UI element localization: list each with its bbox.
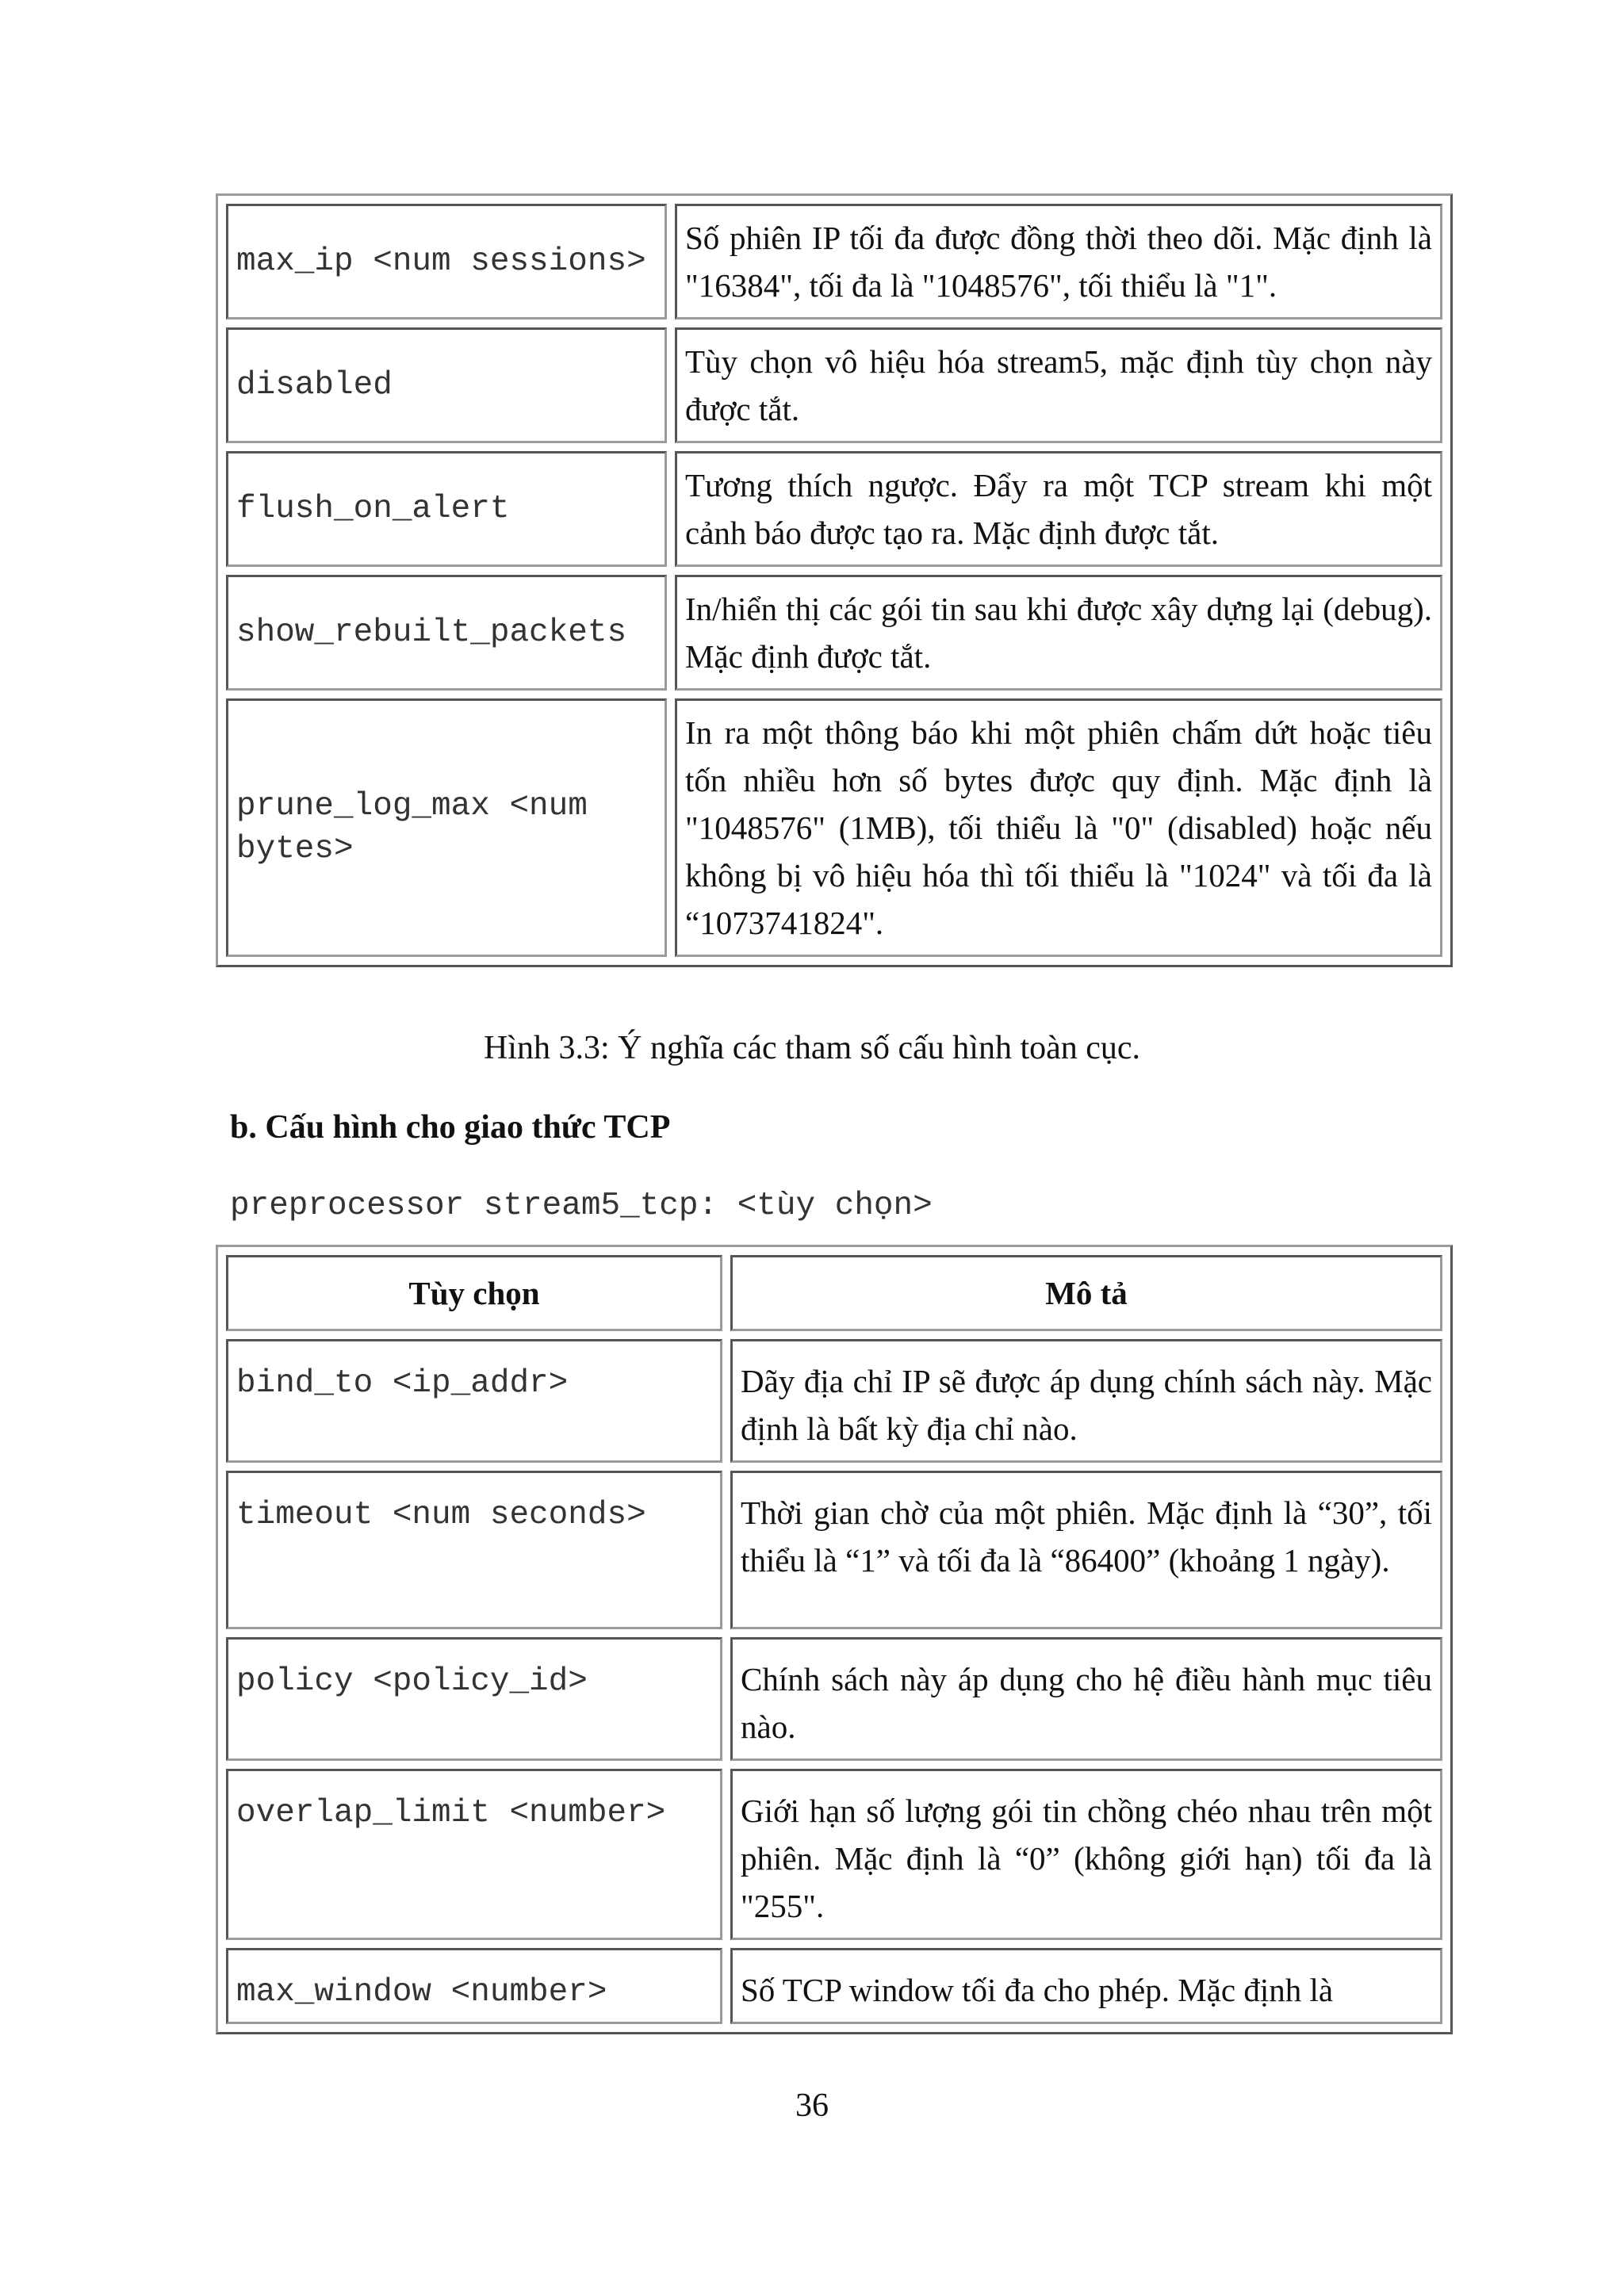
page-number: 36 [795, 2087, 829, 2124]
tcp-options-table [216, 1245, 1453, 2034]
table-row [226, 327, 1442, 443]
option-cell: flush_on_alert [226, 451, 667, 567]
table-header-row [226, 1255, 1442, 1331]
description-cell: In ra một thông báo khi một phiên chấm dứt hoặc tiêu tốn nhiều hơn số bytes được quy định. Mặc định là "1048576" (1MB), tối thiểu là "0" (disabled) hoặc nếu không bị vô hiệu hóa thì tối thiểu là "1024" và tối đa là “1073741824". [675, 698, 1442, 957]
option-cell: policy <policy_id> [226, 1637, 722, 1761]
command-line: preprocessor stream5_tcp: <tùy chọn> [230, 1188, 933, 1224]
table-row [226, 204, 1442, 320]
description-cell: Giới hạn số lượng gói tin chồng chéo nhau trên một phiên. Mặc định là “0” (không giới hạn) tối đa là "255". [730, 1769, 1442, 1940]
option-cell: overlap_limit <number> [226, 1769, 722, 1940]
table-row [226, 1769, 1442, 1940]
table-row [226, 575, 1442, 691]
option-cell: bind_to <ip_addr> [226, 1339, 722, 1463]
option-cell: disabled [226, 327, 667, 443]
section-heading: b. Cấu hình cho giao thức TCP [230, 1109, 671, 1146]
column-header-description: Mô tả [730, 1255, 1442, 1331]
option-cell: prune_log_max <num bytes> [226, 698, 667, 957]
global-options-table [216, 193, 1453, 967]
description-cell: Tùy chọn vô hiệu hóa stream5, mặc định tùy chọn này được tắt. [675, 327, 1442, 443]
option-cell: max_window <number> [226, 1948, 722, 2024]
table-row [226, 1471, 1442, 1629]
option-cell: max_ip <num sessions> [226, 204, 667, 320]
table-row [226, 1637, 1442, 1761]
description-cell: In/hiển thị các gói tin sau khi được xây dựng lại (debug). Mặc định được tắt. [675, 575, 1442, 691]
description-cell: Dãy địa chỉ IP sẽ được áp dụng chính sách này. Mặc định là bất kỳ địa chỉ nào. [730, 1339, 1442, 1463]
table-row [226, 698, 1442, 957]
description-cell: Số phiên IP tối đa được đồng thời theo dõi. Mặc định là "16384", tối đa là "1048576", tối thiểu là "1". [675, 204, 1442, 320]
description-cell: Chính sách này áp dụng cho hệ điều hành mục tiêu nào. [730, 1637, 1442, 1761]
table-row [226, 1339, 1442, 1463]
table-row [226, 1948, 1442, 2024]
option-cell: timeout <num seconds> [226, 1471, 722, 1629]
figure-caption: Hình 3.3: Ý nghĩa các tham số cấu hình toàn cục. [483, 1030, 1141, 1066]
column-header-option: Tùy chọn [226, 1255, 722, 1331]
description-cell: Tương thích ngược. Đẩy ra một TCP stream khi một cảnh báo được tạo ra. Mặc định được tắt. [675, 451, 1442, 567]
table-row [226, 451, 1442, 567]
description-cell: Số TCP window tối đa cho phép. Mặc định là [730, 1948, 1442, 2024]
option-cell: show_rebuilt_packets [226, 575, 667, 691]
description-cell: Thời gian chờ của một phiên. Mặc định là “30”, tối thiểu là “1” và tối đa là “86400” (khoảng 1 ngày). [730, 1471, 1442, 1629]
